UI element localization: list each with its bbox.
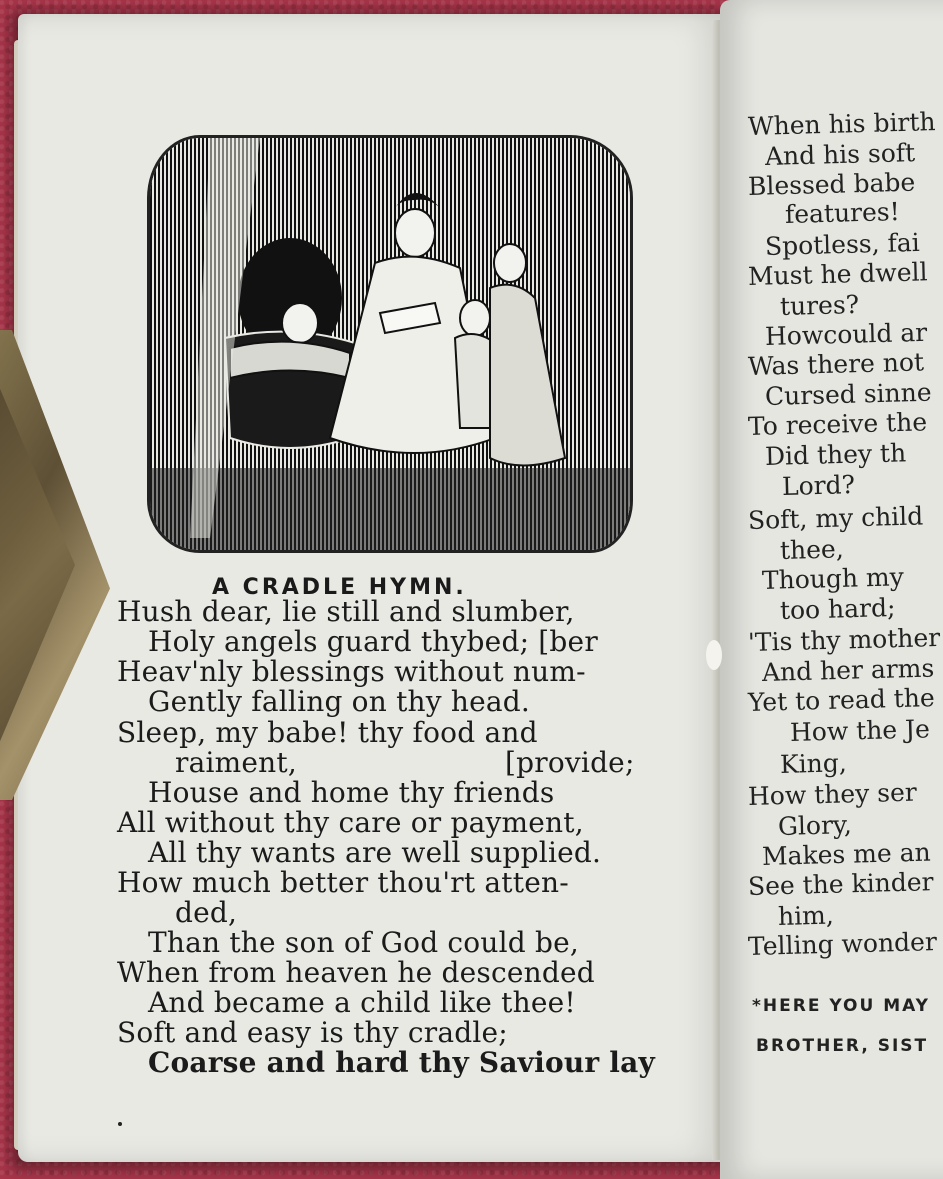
right-verse-line: Cursed sinne: [764, 377, 932, 411]
mother-hair: [395, 193, 440, 208]
hymn-title: A CRADLE HYMN.: [212, 575, 467, 600]
right-verse-line: And her arms: [761, 653, 935, 687]
baby-face: [282, 303, 318, 343]
verse-line: Holy angels guard thybed; [ber: [148, 625, 598, 658]
right-verse-line: features!: [784, 197, 901, 229]
verse-line: raiment,: [175, 746, 297, 779]
right-verse-line: Though my: [761, 562, 905, 595]
child-face-1: [460, 300, 490, 336]
right-verse-line: Yet to read the: [747, 683, 936, 717]
woodcut-scene: [150, 138, 630, 550]
right-verse-line: thee,: [779, 534, 845, 565]
verse-line: All thy wants are well supplied.: [148, 836, 602, 869]
right-verse-line: Did they th: [764, 438, 907, 471]
child-dress-2: [490, 285, 565, 466]
right-verse-line: And his soft: [764, 138, 916, 171]
right-verse-line: To receive the: [747, 407, 928, 441]
right-verse-line: Blessed babe: [747, 167, 916, 201]
verse-line: Than the son of God could be,: [148, 926, 579, 959]
verse-line: Sleep, my babe! thy food and: [117, 716, 538, 749]
right-verse-line: too hard;: [779, 592, 896, 625]
mother-face: [395, 209, 435, 257]
right-verse-line: When his birth: [747, 107, 936, 141]
verse-line: Gently falling on thy head.: [148, 685, 530, 718]
verse-line: All without thy care or payment,: [117, 806, 584, 839]
verse-line: And became a child like thee!: [148, 986, 576, 1019]
right-verse-line: King,: [779, 748, 848, 779]
right-verse-line: tures?: [779, 289, 860, 321]
right-verse-line: See the kinder: [747, 867, 934, 901]
right-verse-line: Spotless, fai: [764, 227, 921, 261]
verse-line: Heav'nly blessings without num-: [117, 655, 586, 688]
right-verse-line: Glory,: [777, 810, 853, 841]
verse-line: [provide;: [505, 746, 635, 779]
verse-line: How much better thou'rt atten-: [117, 866, 569, 899]
footnote-line-1: *HERE YOU MAY: [752, 996, 930, 1016]
right-verse-line: How they ser: [747, 777, 918, 811]
right-verse-line: Makes me an: [761, 837, 932, 871]
ink-speck: [118, 1122, 122, 1126]
right-verse-line: him,: [777, 900, 835, 931]
right-verse-line: 'Tis thy mother: [747, 622, 941, 657]
right-verse-line: Howcould ar: [764, 317, 928, 351]
footnote-line-2: BROTHER, SIST: [756, 1036, 929, 1056]
verse-line: Soft and easy is thy cradle;: [117, 1016, 508, 1049]
right-verse-line: Soft, my child: [747, 501, 924, 535]
right-verse-line: Lord?: [781, 470, 856, 501]
verse-line: ded,: [175, 896, 238, 929]
right-verse-line: Must he dwell: [747, 257, 928, 291]
verse-line: When from heaven he descended: [117, 956, 595, 989]
verse-line: Hush dear, lie still and slumber,: [117, 595, 575, 628]
verse-line: House and home thy friends: [148, 776, 555, 809]
right-verse-line: Was there not: [747, 347, 925, 381]
right-verse-line: Telling wonder: [747, 927, 938, 961]
page-tear: [706, 640, 722, 670]
right-verse-line: How the Je: [789, 714, 931, 747]
child-face-2: [494, 244, 526, 282]
verse-line: Coarse and hard thy Saviour lay: [148, 1046, 655, 1079]
floor: [150, 468, 630, 550]
woodcut-illustration: [150, 138, 630, 550]
